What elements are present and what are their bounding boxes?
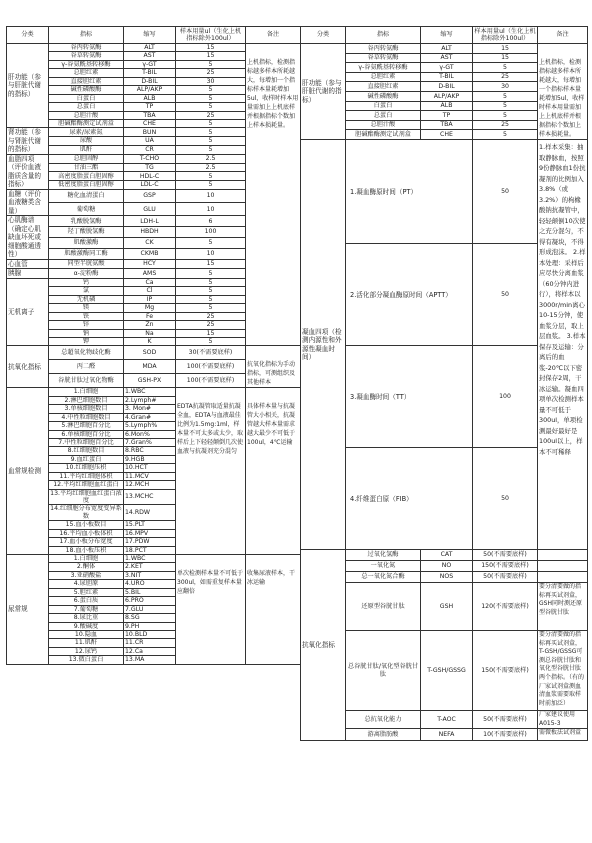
abbr-cell: CKMB (124, 249, 176, 260)
volume-cell: 50 (473, 244, 538, 346)
remark-cell: 要分清要做的指标再买试剂盒，T-GSH/GSSG可测总谷胱甘肽和氧化型谷胱甘肽两个指标。（有的厂家试剂盒测血清血浆需要取样时前加泛） (538, 631, 588, 711)
abbr-cell: 13.MA (124, 656, 176, 664)
indicator-cell: 1.白细胞 (49, 555, 124, 563)
indicator-cell: 总一氧化氮合酶 (346, 572, 421, 583)
category-cell: 血常规检测 (7, 388, 49, 555)
header-abbr: 缩写 (421, 27, 473, 44)
indicator-cell: 谷胱甘肽过氧化物酶 (49, 374, 124, 388)
remark-cell (538, 550, 588, 561)
indicator-cell: 碱性磷酸酶 (346, 91, 421, 101)
volume-cell: 10 (176, 203, 246, 216)
indicator-cell: 锌 (49, 321, 124, 329)
indicator-cell: 18.血小板压积 (49, 546, 124, 554)
abbr-cell: T-AOC (421, 711, 473, 729)
indicator-cell: 总抗氧化能力 (346, 711, 421, 729)
abbr-cell: 13.MCHC (124, 489, 176, 505)
abbr-cell: AST (124, 52, 176, 60)
right-table (300, 26, 588, 741)
indicator-cell: 12.平均红细胞血红蛋白 (49, 481, 124, 489)
volume-cell: 2.5 (176, 154, 246, 163)
abbr-cell: K (124, 337, 176, 345)
abbr-cell: MDA (124, 360, 176, 374)
header-volume: 样本用量ul（生化上机指标除外100ul） (474, 27, 536, 42)
volume-cell: 5 (176, 146, 246, 155)
category-cell: 凝血四项（检测内源性和外源性凝血时间） (301, 140, 346, 550)
abbr-cell: TP (124, 103, 176, 111)
volume-cell: 5 (176, 94, 246, 102)
abbr-cell: 3. Mon# (124, 405, 176, 413)
abbr-cell: SOD (124, 346, 176, 360)
abbr-cell: 5.Lymph% (124, 422, 176, 430)
indicator-cell: 7.葡萄糖 (49, 605, 124, 613)
indicator-cell: 肌酐 (49, 146, 124, 155)
right-header-row (301, 27, 588, 44)
category-cell: 肝功能（参与肝脏代谢的指标） (301, 44, 346, 140)
abbr-cell: 8.SG (124, 614, 176, 622)
volume-cell: 5 (176, 238, 246, 249)
indicator-cell: 1.凝血酶原时间（PT） (346, 140, 473, 244)
abbr-cell: D-BIL (421, 82, 473, 92)
volume-note-cell: 单次检测样本量不可低于300ul，如需重复样本量应翻倍 (176, 555, 246, 665)
indicator-cell: 铁 (49, 312, 124, 320)
abbr-cell: T-GSH/GSSG (421, 631, 473, 711)
volume-cell: 120(不需要底样) (473, 583, 538, 631)
table-row (7, 44, 301, 52)
volume-cell: 5 (176, 103, 246, 111)
abbr-cell: 2.KET (124, 563, 176, 571)
abbr-cell: 11.CR (124, 639, 176, 647)
indicator-cell: 2.酮体 (49, 563, 124, 571)
category-cell: 抗氧化指标 (301, 550, 346, 741)
indicator-cell: 2.淋巴细胞数目 (49, 396, 124, 404)
indicator-cell: 直接胆红素 (346, 82, 421, 92)
volume-cell: 10 (176, 189, 246, 202)
indicator-cell: 葡萄糖 (49, 203, 124, 216)
abbr-cell: γ-GT (124, 60, 176, 68)
abbr-cell: D-BIL (124, 77, 176, 85)
abbr-cell: NO (421, 561, 473, 572)
abbr-cell: 18.PCT (124, 546, 176, 554)
indicator-cell: 胆碱酯酶测定试剂盒 (49, 119, 124, 127)
volume-cell: 5 (176, 287, 246, 295)
abbr-cell: TG (124, 163, 176, 172)
remark-cell: 1.样本采集：抽取静脉血，按照9份静脉血1份抗凝剂的比例加入3.8%（或3.2%）的枸橼酸钠抗凝管中，轻轻颠倒10次使之充分混匀，不得有凝块，不得形成泡沫。 2.样本处理：采样后应尽快分离血浆（60分钟内进行），将样本以3000r/min离心10-15分钟，使血浆分层，取上层血浆。 3.样本保存及运输：分离后的血浆-20℃以下密封保存2周，干冰运输。凝血四项单次检测样本量不可低于300ul，单项检测最好最好是100ul以上，样本不可稀释 (538, 140, 588, 550)
indicator-cell: 总蛋白 (49, 103, 124, 111)
abbr-cell: CR (124, 146, 176, 155)
indicator-cell: 直接胆红素 (49, 77, 124, 85)
indicator-cell: 9.酸碱度 (49, 622, 124, 630)
indicator-cell: 镁 (49, 304, 124, 312)
indicator-cell: 谷草转氨酶 (346, 53, 421, 63)
remark-cell: 要分清要做的指标再买试剂盒，GSH同时测还原型谷胱甘肽 (538, 583, 588, 631)
abbr-cell: GSH (421, 583, 473, 631)
indicator-cell: 8.红细胞数目 (49, 447, 124, 455)
volume-cell: 15 (176, 329, 246, 337)
header-abbr: 缩写 (124, 27, 176, 44)
indicator-cell: 乳酸脱氢酶 (49, 216, 124, 227)
indicator-cell: 谷丙转氨酶 (346, 44, 421, 54)
indicator-cell: 12.尿钙 (49, 647, 124, 655)
indicator-cell: 无机磷 (49, 295, 124, 303)
remark-cell (538, 572, 588, 583)
indicator-cell: 低密度脂蛋白胆固醇 (49, 181, 124, 190)
header-remark: 备注 (538, 27, 588, 44)
abbr-cell: 1.WBC (124, 388, 176, 396)
indicator-cell: 一氧化氮 (346, 561, 421, 572)
indicator-cell: 总蛋白 (346, 111, 421, 121)
abbr-cell: 9.PH (124, 622, 176, 630)
abbr-cell: 1.WBC (124, 555, 176, 563)
indicator-cell: γ-谷氨酰基转移酶 (49, 60, 124, 68)
abbr-cell: HDL-C (124, 172, 176, 181)
remark-cell: 上机指标，检测指标越多样本所耗越大，每增加一个指标样本量耗增加5ul，收样时样本用量需加上上机底样并根据指标个数加上样本损耗量。 (246, 44, 301, 346)
abbr-cell: CHE (124, 119, 176, 127)
abbr-cell: Mg (124, 304, 176, 312)
volume-cell: 6 (176, 216, 246, 227)
indicator-cell: 过氧化氢酶 (346, 550, 421, 561)
volume-cell: 25 (473, 120, 538, 130)
volume-cell: 5 (176, 128, 246, 137)
remark-cell: 需微板法试剂盒 (538, 729, 588, 741)
indicator-cell: 总超氧化物歧化酶 (49, 346, 124, 360)
indicator-cell: 总谷胱甘肽/氧化型谷胱甘肽 (346, 631, 421, 711)
volume-cell: 15 (176, 44, 246, 52)
category-cell: 心血管 (7, 259, 49, 269)
abbr-cell: CAT (421, 550, 473, 561)
indicator-cell: 钠 (49, 329, 124, 337)
volume-cell: 30 (176, 77, 246, 85)
left-panel (6, 26, 301, 665)
volume-cell: 15 (176, 52, 246, 60)
indicator-cell: 白蛋白 (346, 101, 421, 111)
indicator-cell: 17.血小板分布宽度 (49, 538, 124, 546)
abbr-cell: BUN (124, 128, 176, 137)
abbr-cell: 12.Ca (124, 647, 176, 655)
header-category: 分类 (301, 27, 346, 44)
indicator-cell: 尿酸 (49, 137, 124, 146)
indicator-cell: 6.蛋白质 (49, 597, 124, 605)
volume-cell: 5 (176, 295, 246, 303)
abbr-cell: 8.RBC (124, 447, 176, 455)
abbr-cell: LDL-C (124, 181, 176, 190)
abbr-cell: CK (124, 238, 176, 249)
volume-cell: 10(不需要底样) (473, 729, 538, 741)
indicator-cell: 总胆固醇 (49, 154, 124, 163)
indicator-cell: 14.红细胞分布宽度变异系数 (50, 505, 122, 520)
abbr-cell: UA (124, 137, 176, 146)
indicator-cell: 糖化血清蛋白 (49, 189, 124, 202)
table-row (301, 550, 588, 561)
remark-cell: 上机指标，检测指标越多样本所耗越大，每增加一个指标样本量耗增加5ul，收样时样本用量需加上上机底样并根据指标个数加上样本损耗量。 (538, 44, 588, 140)
abbr-cell: Na (124, 329, 176, 337)
abbr-cell: HCY (124, 259, 176, 269)
indicator-cell: 9.血红蛋白 (49, 455, 124, 463)
volume-cell: 50 (473, 140, 538, 244)
abbr-cell: Ca (124, 278, 176, 286)
indicator-cell: 6.单核细胞百分比 (49, 430, 124, 438)
abbr-cell: 14.RDW (124, 505, 176, 521)
volume-cell: 100(不需要底样) (176, 360, 246, 374)
indicator-cell: 4.纤维蛋白原（FIB） (346, 448, 473, 550)
volume-cell: 5 (473, 111, 538, 121)
header-category: 分类 (7, 27, 49, 44)
indicator-cell: 总胆红素 (49, 69, 124, 77)
indicator-cell: γ-谷氨酰基转移酶 (346, 63, 421, 73)
volume-cell: 25 (176, 111, 246, 119)
abbr-cell: ALT (421, 44, 473, 54)
remark-cell: 厂家建议使用A015-3 (538, 711, 588, 729)
abbr-cell: AST (421, 53, 473, 63)
indicator-cell: 5.淋巴细胞百分比 (49, 422, 124, 430)
category-cell: 肝功能（参与肝脏代谢的指标） (7, 44, 49, 128)
abbr-cell: IP (124, 295, 176, 303)
indicator-cell: 8.尿比重 (49, 614, 124, 622)
volume-note-cell: EDTA抗凝管取适量抗凝全血，EDTA与血液最佳比例为1.5mg:1ml，样本量不可太多或太少，取样后上下轻轻颠倒几次使血液与抗凝剂充分混匀 (176, 388, 246, 555)
abbr-cell: Fe (124, 312, 176, 320)
abbr-cell: GSP (124, 189, 176, 202)
volume-cell: 25 (176, 69, 246, 77)
volume-cell: 5 (176, 119, 246, 127)
indicator-cell: 2.活化部分凝血酶原时间（APTT） (346, 244, 473, 346)
volume-cell: 10 (176, 249, 246, 260)
category-cell: 血糖（评价血液糖类含量） (7, 189, 49, 216)
abbr-cell: ALP/AKP (421, 91, 473, 101)
abbr-cell: 16.MPV (124, 529, 176, 537)
header-indicator: 指标 (346, 27, 421, 44)
abbr-cell: 17.PDW (124, 538, 176, 546)
indicator-cell: 游离脂肪酸 (346, 729, 421, 741)
abbr-cell: 6.PRO (124, 597, 176, 605)
indicator-cell: 白蛋白 (49, 94, 124, 102)
table-row (7, 388, 301, 396)
volume-cell: 5 (176, 172, 246, 181)
volume-cell: 30 (473, 82, 538, 92)
abbr-cell: 7.Gran% (124, 439, 176, 447)
indicator-cell: 同型半胱氨酸 (49, 259, 124, 269)
abbr-cell: Zn (124, 321, 176, 329)
volume-cell: 50 (473, 448, 538, 550)
table-row (7, 555, 301, 563)
volume-cell: 100(不需要底样) (176, 374, 246, 388)
abbr-cell: GSH-PX (124, 374, 176, 388)
indicator-cell: 3.单核细胞数目 (49, 405, 124, 413)
indicator-cell: 16.平均血小板体积 (49, 529, 124, 537)
abbr-cell: 6.Mon% (124, 430, 176, 438)
abbr-cell: CHE (421, 130, 473, 140)
indicator-cell: 钙 (49, 278, 124, 286)
abbr-cell: 15.PLT (124, 521, 176, 529)
volume-cell: 25 (176, 312, 246, 320)
abbr-cell: Cl (124, 287, 176, 295)
indicator-cell: 3.亚硝酸盐 (49, 571, 124, 579)
abbr-cell: 10.BLD (124, 630, 176, 638)
remark-cell: 抗氧化指标为手动指标，可测组织及其他样本 (246, 346, 301, 388)
indicator-cell: 13.平均红细胞血红蛋白浓度 (50, 489, 122, 505)
category-cell: 无机离子 (7, 278, 49, 346)
volume-cell: 5 (473, 101, 538, 111)
category-cell: 尿常规 (7, 555, 49, 665)
abbr-cell: γ-GT (421, 63, 473, 73)
abbr-cell: 5.BIL (124, 588, 176, 596)
indicator-cell: 11.平均红细胞体积 (49, 472, 124, 480)
category-cell: 胰腺 (7, 269, 49, 279)
abbr-cell: T-BIL (124, 69, 176, 77)
volume-cell: 5 (473, 130, 538, 140)
indicator-cell: 还原型谷胱甘肽 (346, 583, 421, 631)
volume-cell: 5 (176, 278, 246, 286)
category-cell: 血脂四项（评价血液脂质含量的指标） (7, 154, 49, 189)
indicator-cell: 4.中性粒细胞数目 (49, 413, 124, 421)
indicator-cell: 11.肌酐 (49, 639, 124, 647)
indicator-cell: 丙二醛 (49, 360, 124, 374)
remark-cell (538, 561, 588, 572)
volume-cell: 5 (176, 60, 246, 68)
category-cell: 肾功能（参与肾脏代谢的指标） (7, 128, 49, 155)
indicator-cell: 尿素/尿素氮 (49, 128, 124, 137)
volume-cell: 50(不需要底样) (473, 550, 538, 561)
abbr-cell: LDH-L (124, 216, 176, 227)
indicator-cell: 谷草转氨酶 (49, 52, 124, 60)
volume-cell: 15 (473, 44, 538, 54)
abbr-cell: NEFA (421, 729, 473, 741)
indicator-cell: 总胆汁酸 (346, 120, 421, 130)
indicator-cell: 高密度脂蛋白胆固醇 (49, 172, 124, 181)
indicator-cell: 肌酸激酶同工酶 (49, 249, 124, 260)
indicator-cell: α-淀粉酶 (49, 269, 124, 279)
table-row (7, 346, 301, 360)
indicator-cell: 10.红细胞压积 (49, 464, 124, 472)
abbr-cell: 3.NIT (124, 571, 176, 579)
left-table (6, 26, 301, 665)
volume-cell: 5 (176, 337, 246, 345)
volume-cell: 150(不需要底样) (473, 561, 538, 572)
abbr-cell: 11.MCV (124, 472, 176, 480)
volume-cell: 5 (176, 181, 246, 190)
volume-cell: 15 (176, 259, 246, 269)
volume-cell: 150(不需要底样) (473, 631, 538, 711)
remark-cell: 具体样本量与抗凝管大小相关，抗凝管越大样本量需求越大最少不可低于100ul，4℃运输 (246, 388, 301, 555)
right-panel (300, 26, 588, 741)
volume-cell: 25 (473, 72, 538, 82)
indicator-cell: 甘油三酯 (49, 163, 124, 172)
abbr-cell: TBA (124, 111, 176, 119)
volume-cell: 2.5 (176, 163, 246, 172)
abbr-cell: 2.Lymph# (124, 396, 176, 404)
abbr-cell: HBDH (124, 227, 176, 238)
abbr-cell: NOS (421, 572, 473, 583)
indicator-cell: 谷丙转氨酶 (49, 44, 124, 52)
indicator-cell: 7.中性粒细胞百分比 (49, 439, 124, 447)
volume-cell: 100 (176, 227, 246, 238)
indicator-cell: 15.血小板数目 (49, 521, 124, 529)
volume-cell: 5 (176, 304, 246, 312)
abbr-cell: ALT (124, 44, 176, 52)
abbr-cell: 9.HGB (124, 455, 176, 463)
volume-cell: 30(不需要底样) (176, 346, 246, 360)
left-header-row (7, 27, 301, 44)
abbr-cell: 7.GLU (124, 605, 176, 613)
volume-cell: 50(不需要底样) (473, 572, 538, 583)
abbr-cell: ALP/AKP (124, 86, 176, 94)
volume-cell: 25 (176, 321, 246, 329)
indicator-cell: 3.凝血酶时间（TT） (346, 346, 473, 448)
indicator-cell: 钾 (49, 337, 124, 345)
abbr-cell: T-BIL (421, 72, 473, 82)
header-volume: 样本用量ul（生化上机指标除外100ul） (176, 27, 246, 44)
indicator-cell: 10.隐血 (49, 630, 124, 638)
abbr-cell: ALB (421, 101, 473, 111)
abbr-cell: 4.URO (124, 580, 176, 588)
indicator-cell: 肌酸激酶 (49, 238, 124, 249)
table-row (301, 140, 588, 244)
volume-cell: 5 (473, 91, 538, 101)
abbr-cell: ALB (124, 94, 176, 102)
indicator-cell: 羟丁酸脱氢酶 (49, 227, 124, 238)
indicator-cell: 13.微白蛋白 (49, 656, 124, 664)
header-remark: 备注 (246, 27, 301, 44)
indicator-cell: 总胆红素 (346, 72, 421, 82)
indicator-cell: 4.尿胆原 (49, 580, 124, 588)
abbr-cell: 4.Gran# (124, 413, 176, 421)
abbr-cell: TBA (421, 120, 473, 130)
abbr-cell: T-CHO (124, 154, 176, 163)
abbr-cell: 10.HCT (124, 464, 176, 472)
indicator-cell: 胆碱酯酶测定试剂盒 (346, 130, 421, 140)
abbr-cell: 12.MCH (124, 481, 176, 489)
volume-cell: 15 (473, 53, 538, 63)
volume-cell: 5 (473, 63, 538, 73)
volume-cell: 5 (176, 86, 246, 94)
volume-cell: 5 (176, 269, 246, 279)
indicator-cell: 总胆汁酸 (49, 111, 124, 119)
volume-cell: 50(不需要底样) (473, 711, 538, 729)
indicator-cell: 1.白细胞 (49, 388, 124, 396)
table-row (301, 44, 588, 54)
abbr-cell: GLU (124, 203, 176, 216)
indicator-cell: 氯 (49, 287, 124, 295)
category-cell: 心肌酶谱（确定心肌缺血坏死或细胞酸通透性） (7, 216, 49, 260)
indicator-cell: 碱性磷酸酶 (49, 86, 124, 94)
abbr-cell: AMS (124, 269, 176, 279)
volume-cell: 5 (176, 137, 246, 146)
volume-cell: 100 (473, 346, 538, 448)
indicator-cell: 5.胆红素 (49, 588, 124, 596)
remark-cell: 收集尿液样本，干冰运输 (246, 555, 301, 665)
header-indicator: 指标 (49, 27, 124, 44)
category-cell: 抗氧化指标 (7, 346, 49, 388)
abbr-cell: TP (421, 111, 473, 121)
